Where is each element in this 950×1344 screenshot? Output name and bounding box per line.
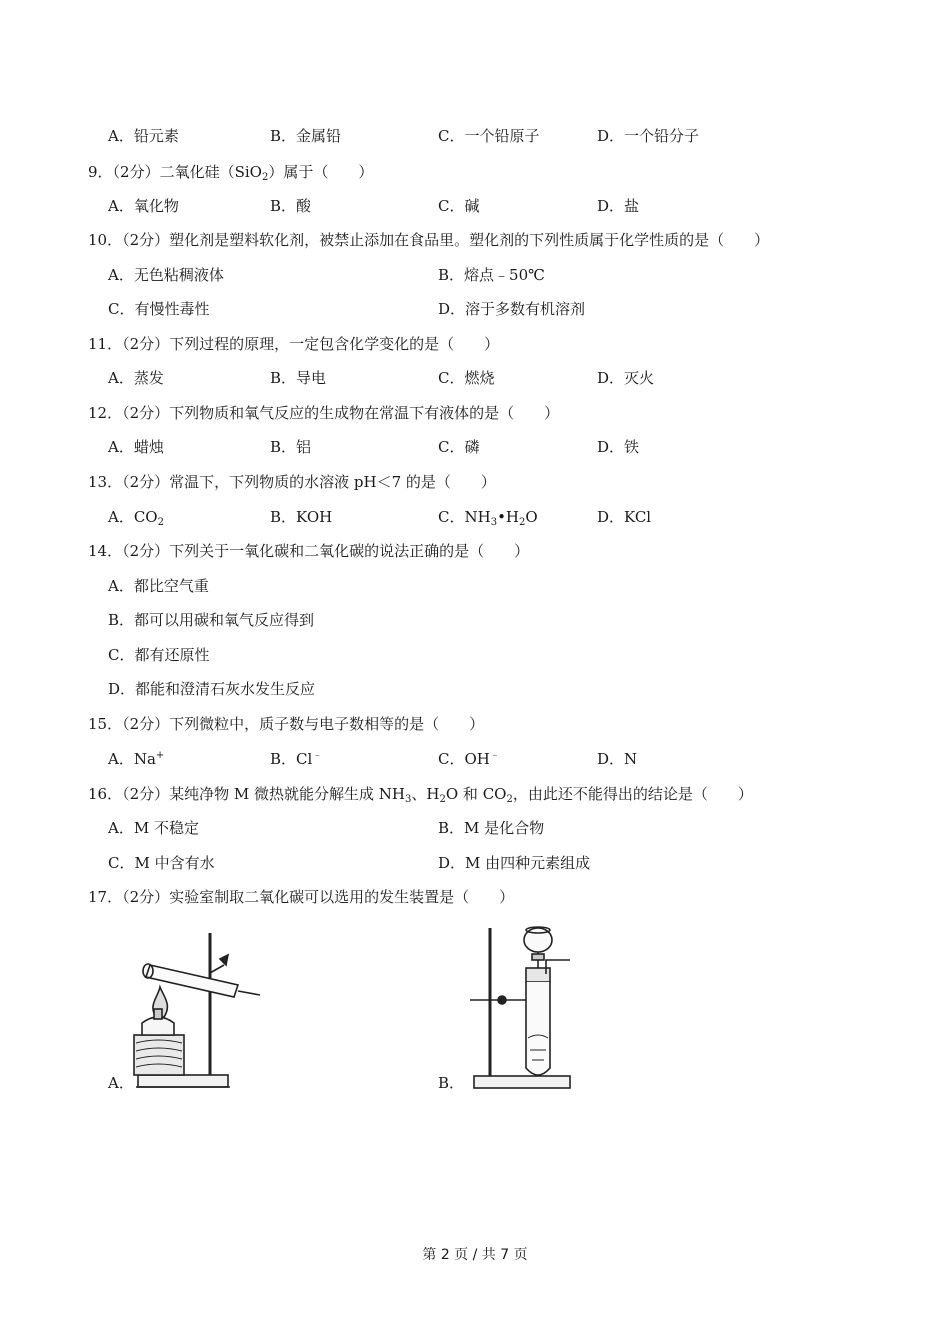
q16-option-a: A．M 不稳定	[108, 819, 199, 837]
q12-option-d: D．铁	[597, 438, 640, 456]
q9-stem-sub: 2	[261, 172, 269, 183]
q10-options-row1	[0, 264, 950, 286]
q9-option-c: C．碱	[438, 197, 480, 215]
q12-stem: 12．（2分）下列物质和氧气反应的生成物在常温下有液体的是（ ）	[88, 404, 560, 422]
q13-option-a	[108, 506, 164, 528]
q12-option-a: A．蜡烛	[108, 438, 164, 456]
q16-option-b: B．M 是化合物	[438, 819, 545, 837]
page-footer: 第 2 页 / 共 7 页	[422, 1247, 528, 1263]
q10-option-d: D．溶于多数有机溶剂	[438, 300, 586, 318]
q15-option-a	[108, 748, 164, 770]
q8-option-b: B．金属铅	[270, 127, 342, 145]
q12-option-c: C．磷	[438, 438, 480, 456]
q13-option-c-text3: O	[525, 508, 538, 526]
q16-options-row2	[0, 852, 950, 874]
q16-sub2: 2	[439, 794, 446, 805]
q15-option-a-text: A．Na	[108, 750, 156, 768]
q17-option-b-label: B．	[438, 1074, 465, 1092]
q13-option-c	[438, 506, 538, 528]
q8-option-d: D．一个铅分子	[597, 127, 700, 145]
q11-option-d: D．灭火	[597, 369, 655, 387]
q10-option-b: B．熔点﹣50℃	[438, 266, 545, 284]
q15-options	[0, 748, 950, 770]
q16-stem-row	[0, 783, 950, 805]
q11-option-b: B．导电	[270, 369, 327, 387]
q8-options	[0, 125, 950, 147]
q13-option-b: B．KOH	[270, 508, 333, 526]
q14-option-b-row	[0, 609, 950, 631]
q9-option-a: A．氧化物	[108, 197, 179, 215]
q15-stem-row	[0, 713, 950, 735]
q12-stem-row	[0, 402, 950, 424]
q9-stem	[0, 161, 950, 183]
q10-options-row2	[0, 298, 950, 320]
q14-option-c: C．都有还原性	[108, 646, 210, 664]
q15-option-b-sup: ﹣	[312, 750, 323, 761]
q15-option-c-sup: ﹣	[489, 750, 500, 761]
q13-stem: 13．（2分）常温下，下列物质的水溶液 pH＜7 的是（ ）	[88, 473, 496, 491]
q16-stem-d: ，由此还不能得出的结论是（ ）	[512, 785, 753, 803]
q8-option-c: C．一个铅原子	[438, 127, 540, 145]
q16-sub3: 2	[506, 794, 513, 805]
q16-stem-a: 16．（2分）某纯净物 M 微热就能分解生成 NH	[88, 785, 406, 803]
q14-option-a-row	[0, 575, 950, 597]
q15-stem: 15．（2分）下列微粒中，质子数与电子数相等的是（ ）	[88, 715, 485, 733]
q10-stem-row	[0, 229, 950, 251]
q13-option-a-text: A．CO	[108, 508, 158, 526]
q15-option-b	[270, 748, 322, 770]
q17-stem: 17．（2分）实验室制取二氧化碳可以选用的发生装置是（ ）	[88, 888, 515, 906]
q10-option-c: C．有慢性毒性	[108, 300, 210, 318]
q15-option-c	[438, 748, 500, 770]
q11-stem-row	[0, 333, 950, 355]
q14-option-a: A．都比空气重	[108, 577, 209, 595]
q13-option-c-sub1: 3	[490, 517, 498, 528]
q14-option-d: D．都能和澄清石灰水发生反应	[108, 680, 316, 698]
q11-stem: 11．（2分）下列过程的原理，一定包含化学变化的是（ ）	[88, 335, 500, 353]
q9-options	[0, 195, 950, 217]
q10-stem: 10．（2分）塑化剂是塑料软化剂，被禁止添加在食品里。塑化剂的下列性质属于化学性质的是（ ）	[88, 231, 770, 249]
q13-option-a-sub: 2	[157, 517, 164, 528]
q14-stem: 14．（2分）下列关于一氧化碳和二氧化碳的说法正确的是（ ）	[88, 542, 530, 560]
q16-stem-c: O 和 CO	[445, 785, 507, 803]
q10-option-a: A．无色粘稠液体	[108, 266, 224, 284]
q14-option-d-row	[0, 678, 950, 700]
q14-stem-row	[0, 540, 950, 562]
apparatus-b-figure	[462, 918, 582, 1093]
q16-option-c: C．M 中含有水	[108, 854, 215, 872]
q16-options-row1	[0, 817, 950, 839]
q14-option-b: B．都可以用碳和氧气反应得到	[108, 611, 315, 629]
q13-option-c-text2: •H	[497, 508, 519, 526]
apparatus-a-figure	[128, 925, 268, 1093]
q12-options	[0, 436, 950, 458]
q11-option-a: A．蒸发	[108, 369, 164, 387]
q17-stem-row	[0, 886, 950, 908]
q13-option-c-text1: C．NH	[438, 508, 491, 526]
q15-option-a-sup: +	[155, 750, 165, 761]
q12-option-b: B．铝	[270, 438, 312, 456]
q9-option-d: D．盐	[597, 197, 640, 215]
q13-option-d: D．KCl	[597, 508, 652, 526]
q16-stem	[88, 783, 753, 805]
q9-stem-a: 9．（2分）二氧化硅（SiO	[88, 163, 262, 181]
q16-stem-b: 、H	[411, 785, 440, 803]
q15-option-d: D．N	[597, 750, 638, 768]
q16-option-d: D．M 由四种元素组成	[438, 854, 591, 872]
q13-stem-row	[0, 471, 950, 493]
q14-option-c-row	[0, 644, 950, 666]
q16-sub1: 3	[405, 794, 412, 805]
q9-option-b: B．酸	[270, 197, 312, 215]
q13-options	[0, 506, 950, 528]
q13-option-c-sub2: 2	[519, 517, 526, 528]
q8-option-a: A．铅元素	[108, 127, 179, 145]
q11-option-c: C．燃烧	[438, 369, 495, 387]
q15-option-b-text: B．Cl	[270, 750, 313, 768]
q9-stem-b: ）属于（ ）	[268, 163, 374, 181]
q15-option-c-text: C．OH	[438, 750, 490, 768]
q17-option-a-label: A．	[108, 1074, 134, 1092]
q11-options	[0, 367, 950, 389]
